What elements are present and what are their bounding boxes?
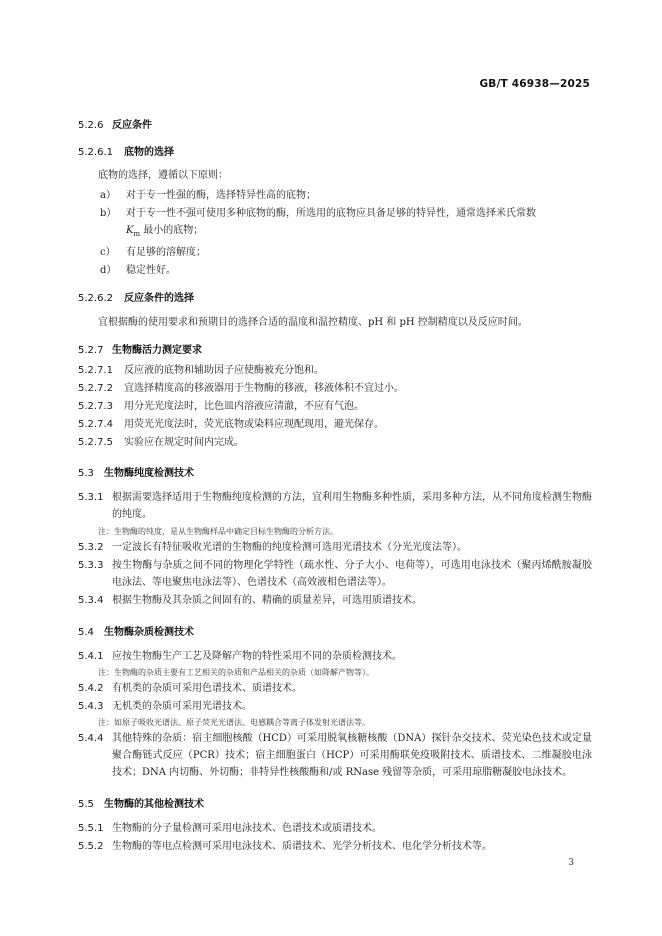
document-body	[78, 112, 592, 855]
section-title: 反应条件的选择	[124, 293, 194, 304]
km-symbol: K	[126, 225, 134, 236]
clause-text: 应按生物酶生产工艺及降解产物的特性采用不同的杂质检测技术。	[112, 651, 402, 662]
clause-text: 反应液的底物和辅助因子应使酶被充分饱和。	[124, 365, 324, 376]
clause-number: 5.3.1	[78, 492, 104, 503]
clause-5-3-1	[78, 489, 592, 523]
clause-text: 宜选择精度高的移液器用于生物酶的移液，移液体积不宜过小。	[124, 383, 404, 394]
clause-number: 5.4.4	[78, 733, 104, 744]
clause-text: 根据需要选择适用于生物酶纯度检测的方法，宜利用生物酶多种性质，采用多种方法，从不同角度检测生物酶的纯度。	[112, 492, 592, 520]
section-heading-5-2-6	[78, 116, 592, 131]
clause-text: 一定波长有特征吸收光谱的生物酶的纯度检测可选用光谱技术（分光光度法等）。	[112, 542, 467, 553]
km-subscript: m	[133, 230, 141, 238]
section-title: 生物酶活力测定要求	[112, 345, 202, 356]
clause-5-4-4	[78, 730, 592, 781]
clause-number: 5.2.7.2	[78, 383, 113, 394]
paragraph: 底物的选择，遵循以下原则：	[98, 170, 228, 181]
section-heading-5-2-6-2	[78, 289, 592, 304]
clause-text: 用分光光度法时，比色皿内溶液应清澈，不应有气泡。	[124, 401, 364, 412]
section-title: 生物酶纯度检测技术	[104, 468, 194, 479]
clause-5-5-1	[78, 820, 592, 837]
section-number: 5.4	[78, 627, 94, 638]
clause-number: 5.3.3	[78, 560, 104, 571]
section-title: 生物酶的其他检测技术	[104, 799, 204, 810]
list-item	[78, 187, 592, 204]
clause-number: 5.2.7.3	[78, 401, 113, 412]
section-title: 底物的选择	[124, 147, 174, 158]
paragraph: 宜根据酶的使用要求和预期目的选择合适的温度和温控精度、pH 和 pH 控制精度以及反应时间。	[98, 317, 528, 328]
section-number: 5.2.6.1	[78, 147, 113, 158]
clause-text: 无机类的杂质可采用光谱技术。	[112, 701, 252, 712]
clause	[78, 380, 592, 397]
clause-5-4-3	[78, 698, 592, 715]
list-text	[126, 205, 592, 243]
note: 注：如原子吸收光谱法、原子荧光光谱法、电感耦合等离子体发射光谱法等。	[98, 718, 370, 727]
clause-5-4-1	[78, 648, 592, 665]
page-number: 3	[568, 858, 574, 868]
clause-text: 生物酶的等电点检测可采用电泳技术、质谱技术、光学分析技术、电化学分析技术等。	[112, 841, 492, 852]
section-heading-5-2-6-1	[78, 143, 592, 158]
section-number: 5.2.6	[78, 120, 104, 131]
section-heading-5-5	[78, 795, 592, 810]
clause-number: 5.2.7.5	[78, 437, 113, 448]
clause-number: 5.5.2	[78, 841, 104, 852]
standard-code: GB/T 46938—2025	[479, 78, 590, 90]
section-heading-5-3	[78, 464, 592, 479]
list-text: 对于专一性强的酶，选择特异性高的底物；	[126, 190, 316, 201]
list-text: 稳定性好。	[126, 265, 176, 276]
section-number: 5.2.6.2	[78, 293, 113, 304]
note: 注：生物酶的纯度，是从生物酶样品中确定目标生物酶的分析方法。	[98, 527, 338, 536]
clause-text: 生物酶的分子量检测可采用电泳技术、色谱技术或质谱技术。	[112, 823, 382, 834]
clause	[78, 398, 592, 415]
clause-text: 有机类的杂质可采用色谱技术、质谱技术。	[112, 683, 302, 694]
list-marker: b）	[100, 208, 117, 219]
clause-number: 5.4.3	[78, 701, 104, 712]
section-heading-5-4	[78, 623, 592, 638]
list-marker: d）	[100, 265, 117, 276]
clause-number: 5.3.4	[78, 595, 104, 606]
clause-text: 其他特殊的杂质：宿主细胞核酸（HCD）可采用脱氧核糖核酸（DNA）探针杂交技术、荧光染色技术或定量聚合酶链式反应（PCR）技术；宿主细胞蛋白（HCP）可采用酶联免疫吸附技术、质谱技术、二维凝胶电泳技术；DNA 内切酶、外切酶；非特异性核酸酶和/或 RNase 残留等杂质，可采用琼脂糖凝胶电泳技术。	[112, 733, 592, 778]
clause-number: 5.4.2	[78, 683, 104, 694]
clause-5-4-2	[78, 680, 592, 697]
note: 注：生物酶的杂质主要有工艺相关的杂质和产品相关的杂质（如降解产物等）。	[98, 668, 374, 677]
clause-list	[78, 362, 592, 451]
clause	[78, 434, 592, 451]
list-text: 有足够的溶解度；	[126, 247, 206, 258]
clause-number: 5.2.7.1	[78, 365, 113, 376]
section-number: 5.5	[78, 799, 94, 810]
list-text-tail: 最小的底物；	[140, 225, 204, 236]
list-marker: a）	[100, 190, 116, 201]
section-number: 5.3	[78, 468, 94, 479]
list-marker: c）	[100, 247, 116, 258]
clause-5-3-4	[78, 592, 592, 609]
clause-text: 按生物酶与杂质之间不同的物理化学特性（疏水性、分子大小、电荷等），可选用电泳技术（聚丙烯酰胺凝胶电泳法、等电聚焦电泳法等）、色谱技术（高效液相色谱法等）。	[112, 560, 592, 588]
clause-5-3-3	[78, 557, 592, 591]
section-heading-5-2-7	[78, 341, 592, 356]
clause-text: 用荧光光度法时，荧光底物或染料应现配现用，避光保存。	[124, 419, 384, 430]
clause-number: 5.3.2	[78, 542, 104, 553]
clause-5-5-2	[78, 838, 592, 855]
clause-number: 5.4.1	[78, 651, 104, 662]
section-title: 反应条件	[112, 120, 152, 131]
clause-text: 根据生物酶及其杂质之间固有的、精确的质量差异，可选用质谱技术。	[112, 595, 422, 606]
clause	[78, 362, 592, 379]
list-item	[78, 262, 592, 279]
clause-number: 5.5.1	[78, 823, 104, 834]
section-number: 5.2.7	[78, 345, 104, 356]
clause-number: 5.2.7.4	[78, 419, 113, 430]
list-item	[78, 205, 592, 243]
list-text-main: 对于专一性不强可使用多种底物的酶，所选用的底物应具备足够的特异性，通常选择米氏常数	[126, 208, 536, 219]
section-title: 生物酶杂质检测技术	[104, 627, 194, 638]
clause	[78, 416, 592, 433]
clause-text: 实验应在规定时间内完成。	[124, 437, 244, 448]
clause-5-3-2	[78, 539, 592, 556]
list-item	[78, 244, 592, 261]
